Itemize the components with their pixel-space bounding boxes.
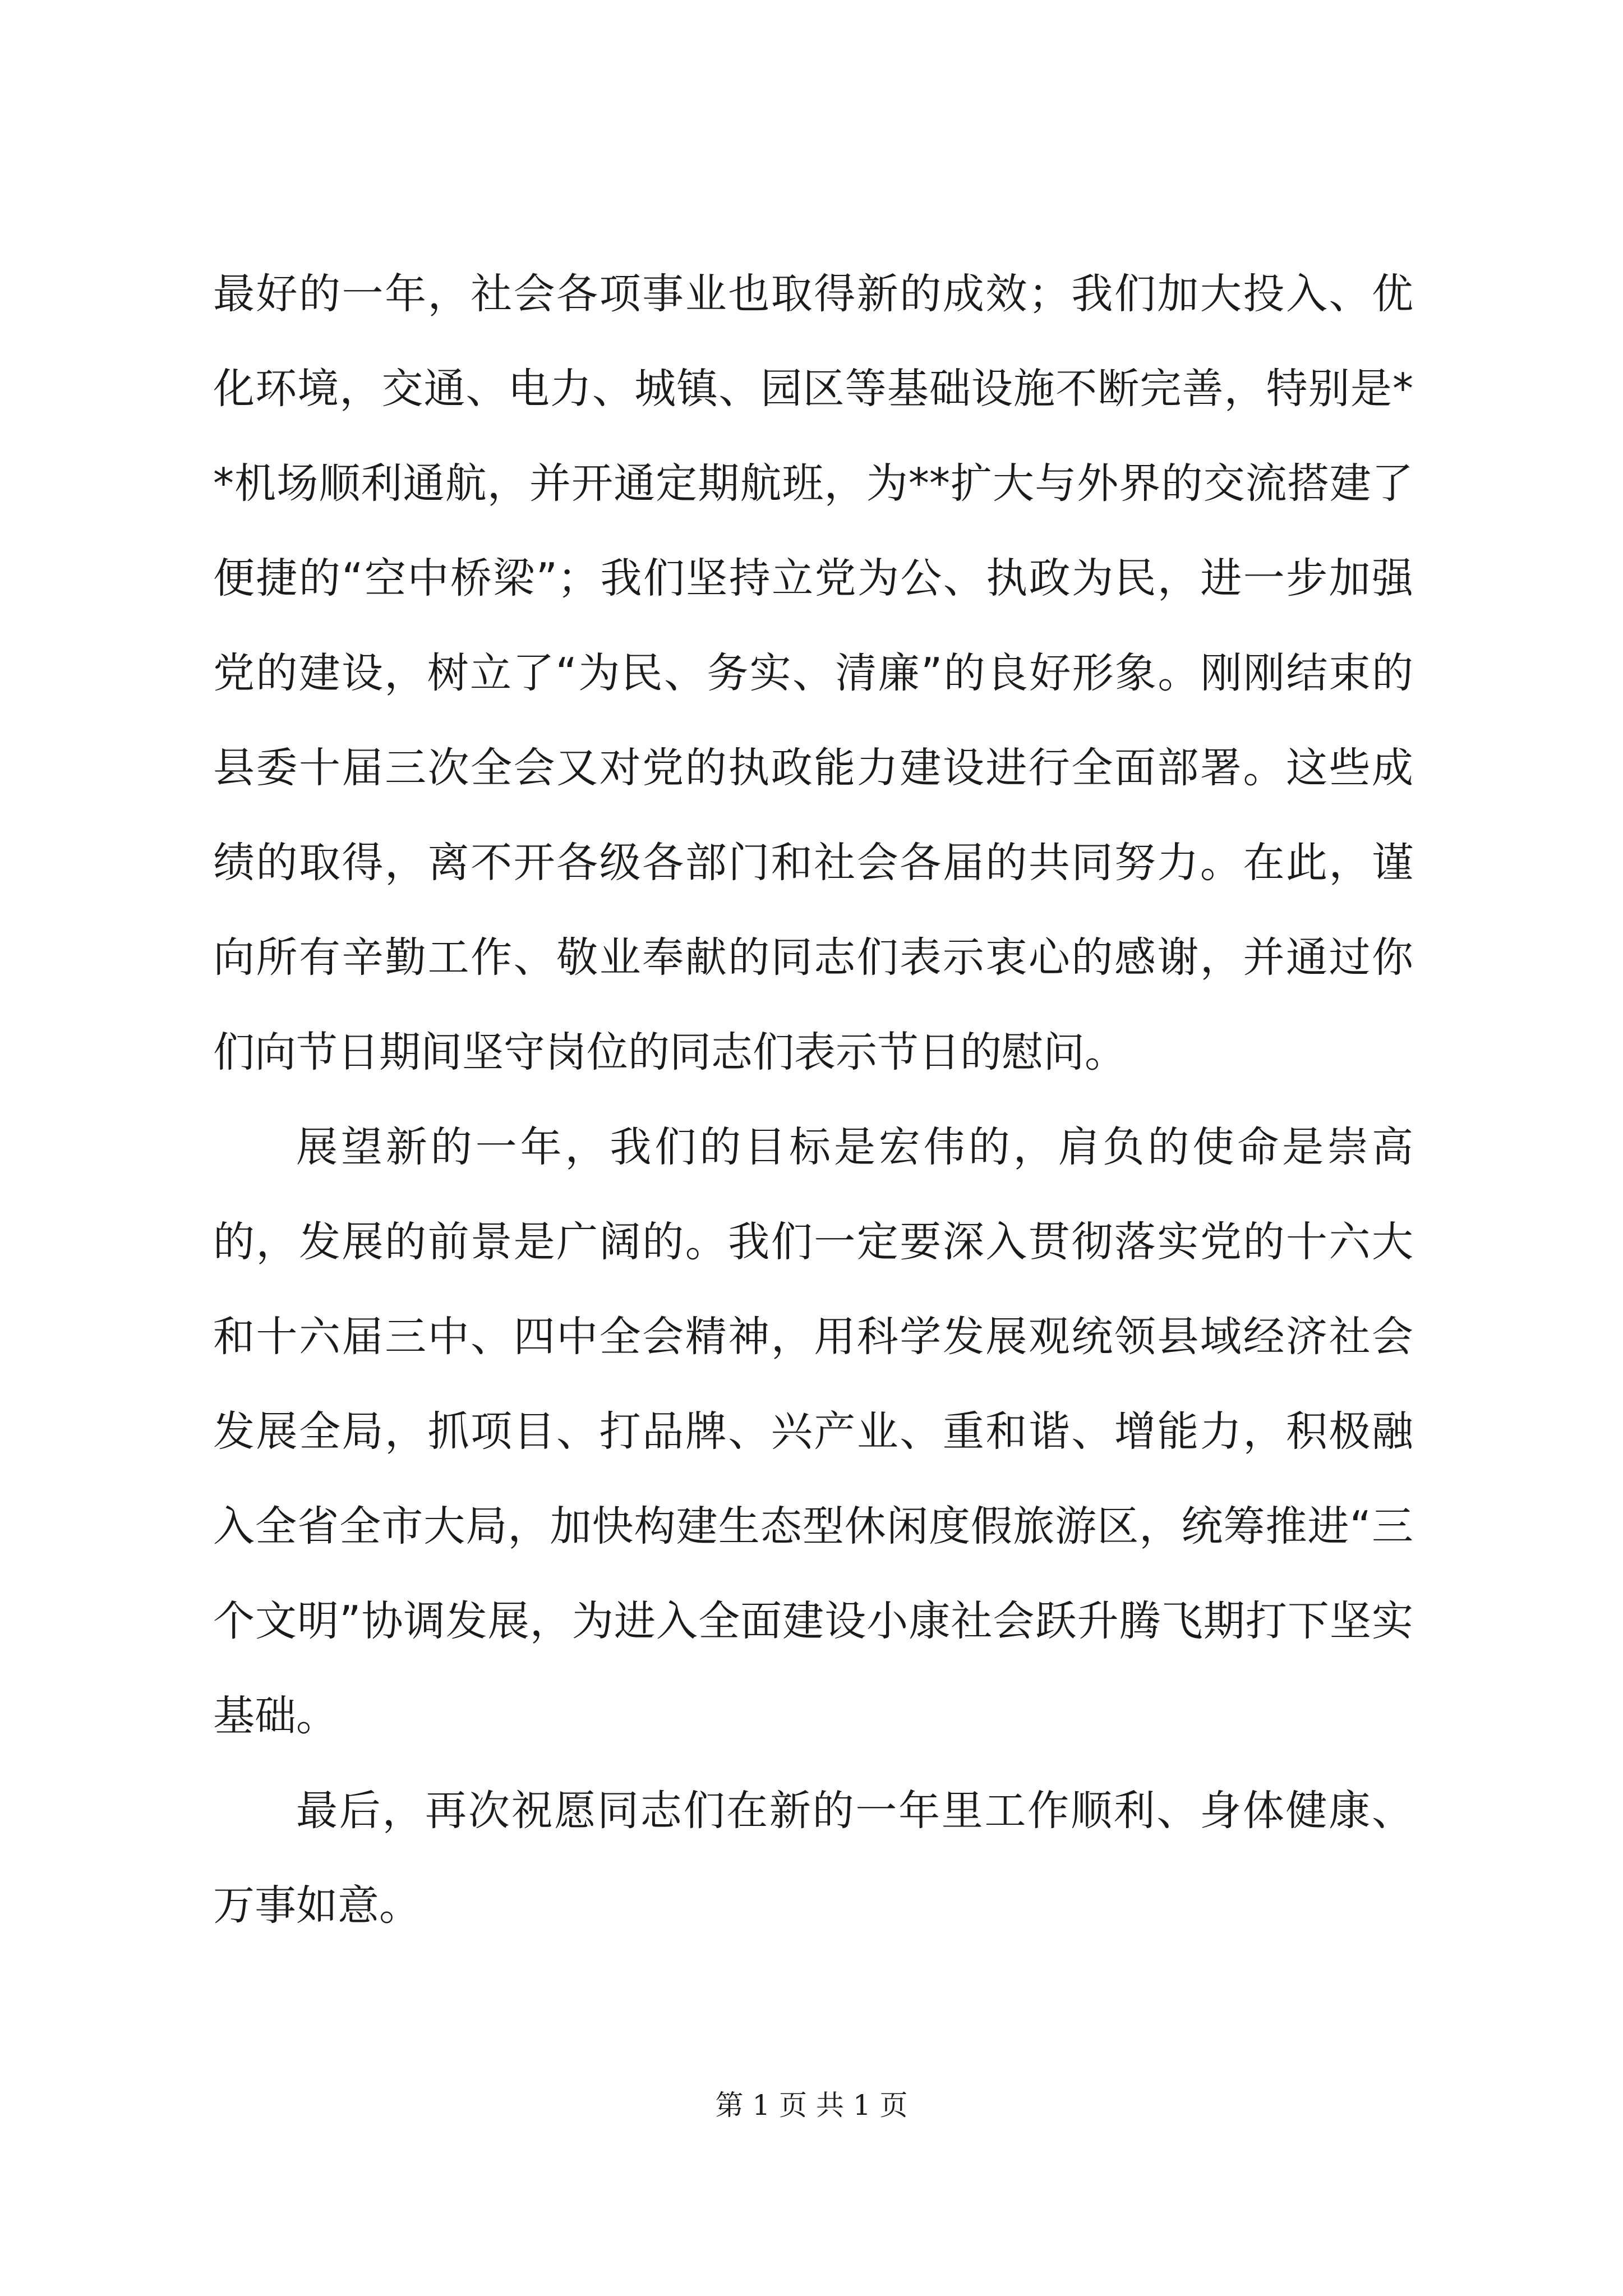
paragraph-1: 最好的一年，社会各项事业也取得新的成效；我们加大投入、优化环境，交通、电力、城镇、园区等基础设施不断完善，特别是**机场顺利通航，并开通定期航班，为**扩大与外界的交流搭建了便捷的“空中桥梁”；我们坚持立党为公、执政为民，进一步加强党的建设，树立了“为民、务实、清廉”的良好形象。刚刚结束的县委十届三次全会又对党的执政能力建设进行全面部署。这些成绩的取得，离不开各级各部门和社会各届的共同努力。在此，谨向所有辛勤工作、敬业奉献的同志们表示衷心的感谢，并通过你们向节日期间坚守岗位的同志们表示节日的慰问。: [213, 270, 1413, 1076]
paragraph-3: 最后，再次祝愿同志们在新的一年里工作顺利、身体健康、万事如意。: [213, 1787, 1413, 1930]
paragraph-2: 展望新的一年，我们的目标是宏伟的，肩负的使命是崇高的，发展的前景是广阔的。我们一定要深入贯彻落实党的十六大和十六届三中、四中全会精神，用科学发展观统领县域经济社会发展全局，抓项目、打品牌、兴产业、重和谐、增能力，积极融入全省全市大局，加快构建生态型休闲度假旅游区，统筹推进“三个文明”协调发展，为进入全面建设小康社会跃升腾飞期打下坚实基础。: [213, 1123, 1413, 1740]
page-number-footer: 第 1 页 共 1 页: [715, 2089, 908, 2122]
document-body: [213, 247, 1413, 1953]
